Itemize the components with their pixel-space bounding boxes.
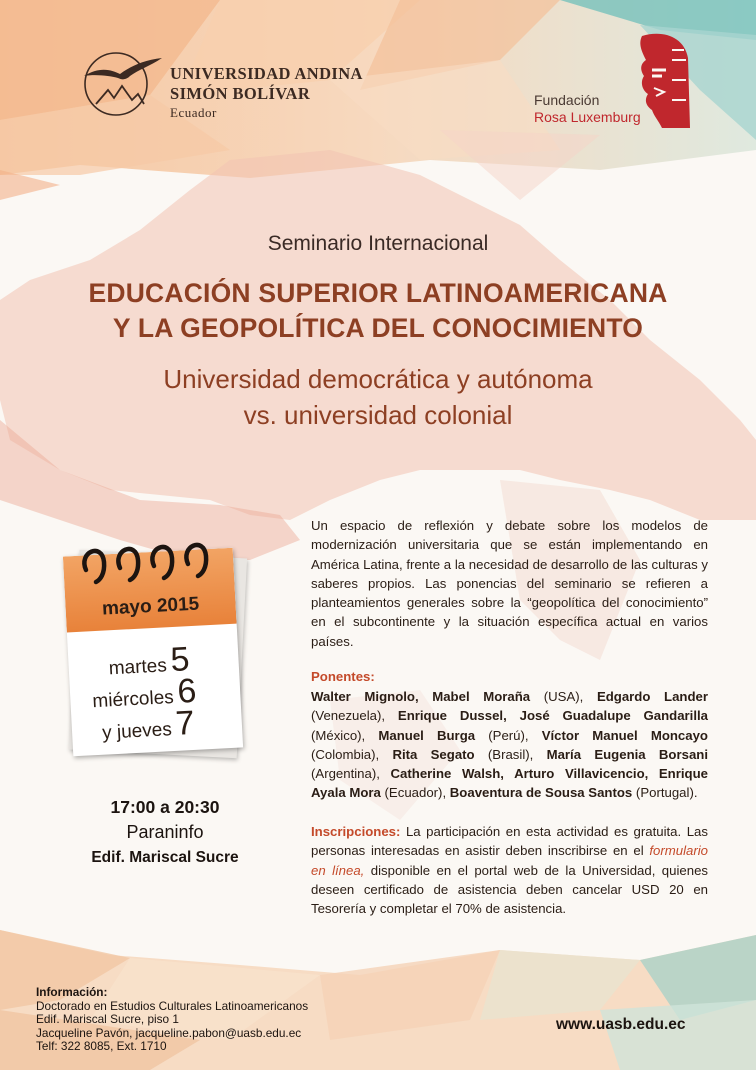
rosa-luxemburg-portrait-icon — [632, 30, 692, 128]
registration-form-link[interactable]: formulario en línea, — [311, 843, 708, 878]
condor-mountains-icon — [80, 48, 164, 120]
event-kicker: Seminario Internacional — [267, 232, 489, 255]
contact-line: Jacqueline Pavón, jacqueline.pabon@uasb.edu.ec — [36, 1025, 302, 1040]
speaker-country: (México), — [311, 727, 379, 743]
event-building: Edif. Mariscal Sucre — [91, 849, 239, 866]
foundation-name-line2: Rosa Luxemburg — [534, 109, 641, 125]
calendar-month: mayo 2015 — [101, 593, 200, 620]
university-country: Ecuador — [170, 105, 217, 120]
calendar-day-name: martes — [108, 655, 168, 680]
intro-paragraph: Un espacio de reflexión y debate sobre los modelos de modernización universitaria que se están implementando en América Latina, frente a la necesidad de desarrollo de las culturas y saberes propios. Las ponencias del seminario se refieren a planteamientos generales sobre la “geopolítica del conocimiento” en el subcontinente y la situación específica actual en varios países. — [311, 518, 708, 649]
speaker-names: María Eugenia Borsani — [546, 746, 708, 762]
registration-text: La participación en esta actividad es gratuita. Las personas interesadas en asistir deben inscribirse en el — [311, 824, 708, 859]
speaker-country: (Brasil), — [474, 746, 547, 762]
foundation-name-line1: Fundación — [534, 92, 600, 108]
event-place: Paraninfo — [126, 822, 204, 842]
speaker-names: Edgardo Lander — [596, 689, 709, 704]
calendar-day-name: miércoles — [91, 686, 175, 713]
calendar-day-number: 5 — [169, 640, 191, 680]
speaker-names: Víctor Manuel Moncayo — [541, 727, 708, 743]
university-name-line2: SIMÓN BOLÍVAR — [170, 84, 311, 103]
calendar-day-name: y jueves — [101, 719, 173, 744]
calendar-day-number: 7 — [174, 703, 196, 743]
registration-text: disponible en el portal web de la Universidad, quienes deseen certificado de asistencia deben cancelar USD 20 en Tesorería y completar el 70% de asistencia. — [311, 862, 708, 917]
uasb-logo — [80, 48, 380, 128]
event-time: 17:00 a 20:30 — [110, 797, 220, 817]
speaker-country: (Ecuador), — [380, 785, 450, 801]
speaker-names: Boaventura de Sousa Santos — [449, 785, 633, 801]
speakers-list — [311, 687, 708, 803]
contact-info — [36, 986, 308, 1054]
rosa-luxemburg-logo — [532, 30, 702, 130]
contact-line: Telf: 322 8085, Ext. 1710 — [36, 1039, 167, 1054]
speakers-heading: Ponentes: — [311, 669, 375, 684]
speaker-names: Walter Mignolo, Mabel Moraña — [311, 689, 531, 704]
speaker-country: (Argentina), — [311, 766, 391, 782]
calendar-rings-icon — [74, 540, 234, 590]
speaker-names: Rita Segato — [392, 746, 475, 762]
event-subtitle-line1: Universidad democrática y autónoma — [163, 364, 593, 394]
speaker-country: (Colombia), — [311, 746, 393, 762]
speaker-country: (USA), — [530, 689, 597, 704]
university-name-line1: UNIVERSIDAD ANDINA — [170, 64, 363, 83]
calendar-graphic — [64, 540, 254, 765]
event-title-line2: Y LA GEOPOLÍTICA DEL CONOCIMIENTO — [112, 313, 644, 343]
registration-paragraph — [311, 822, 708, 918]
contact-heading: Información: — [36, 985, 108, 999]
speaker-country: (Portugal). — [632, 785, 698, 801]
speaker-names: Catherine Walsh, Arturo Villavicencio, Enrique Ayala Mora — [311, 766, 708, 801]
event-subtitle-line2: vs. universidad colonial — [243, 400, 513, 430]
registration-heading: Inscripciones: — [311, 824, 401, 839]
calendar-day-row — [101, 704, 196, 748]
speaker-names: Enrique Dussel, José Guadalupe Gandarilla — [397, 708, 709, 724]
speaker-country: (Perú), — [475, 727, 542, 743]
speaker-names: Manuel Burga — [378, 727, 476, 743]
contact-line: Doctorado en Estudios Culturales Latinoamericanos — [36, 998, 309, 1013]
website-link[interactable]: www.uasb.edu.ec — [556, 1016, 686, 1033]
event-title-line1: EDUCACIÓN SUPERIOR LATINOAMERICANA — [88, 278, 668, 308]
contact-line: Edif. Mariscal Sucre, piso 1 — [36, 1012, 179, 1027]
calendar-day-number: 6 — [176, 671, 198, 711]
speaker-country: (Venezuela), — [311, 708, 398, 724]
